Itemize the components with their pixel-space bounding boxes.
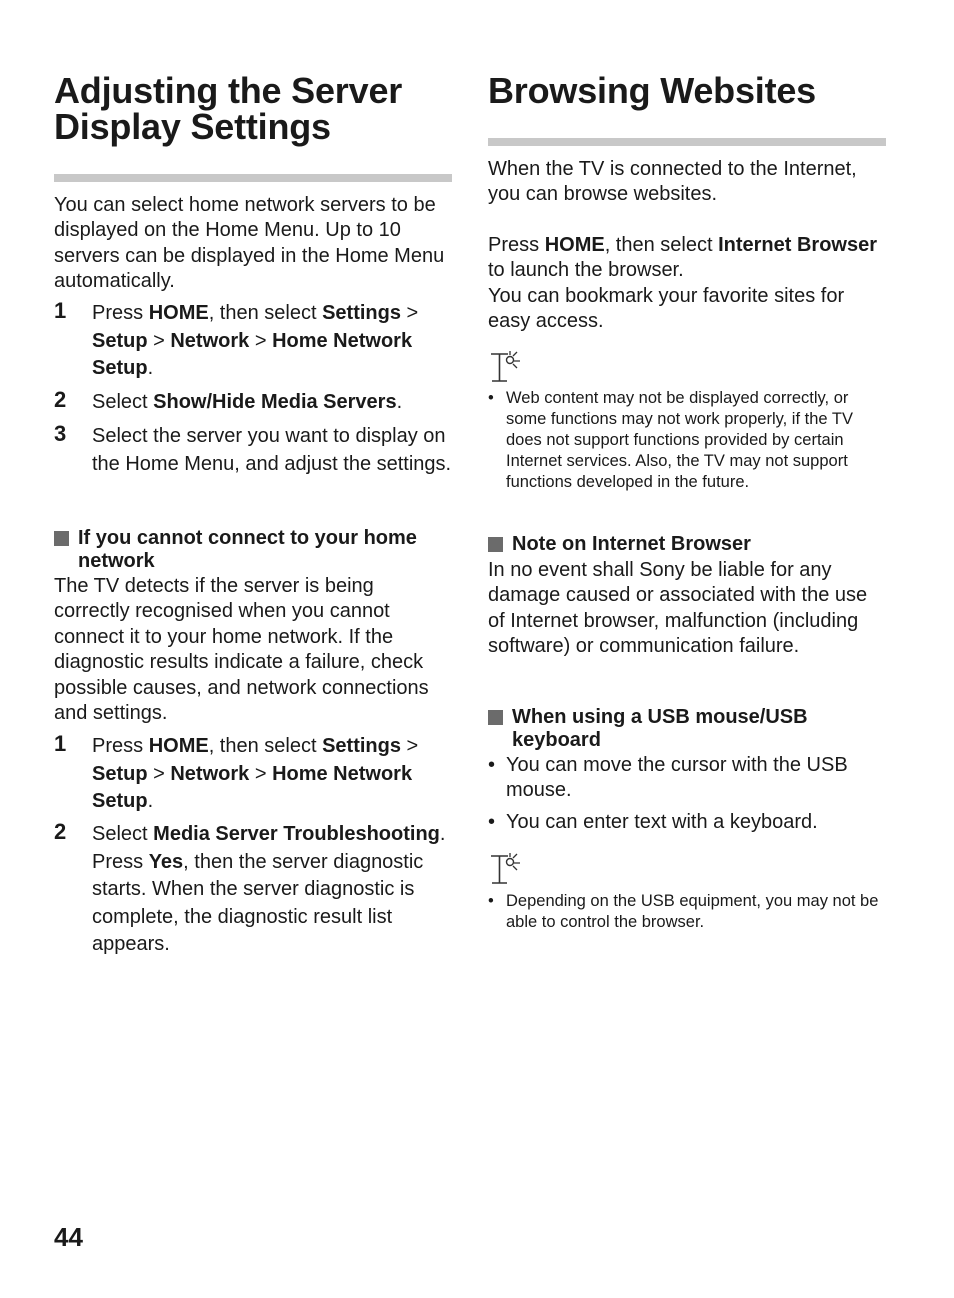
note-item: • Depending on the USB equipment, you may not be able to control the browser. [488, 892, 879, 931]
step-number: 3 [54, 421, 67, 446]
step2-1 [54, 733, 454, 816]
sub-text: The TV detects if the server is being correctly recognised when you cannot connect it to your home network. If the diagnostic results indicate a failure, check possible causes, and network connections and settings. [54, 575, 429, 725]
note-item: • Web content may not be displayed correctly, or some functions may not work properly, if the TV does not support functions provided by certain Internet services. Also, the TV may not support functions developed in the future. [488, 389, 853, 491]
step-text: Press HOME, then select Settings > Setup > Network > Home Network Setup. [92, 735, 419, 812]
step-extra-text: Press Yes, then the server diagnostic starts. When the server diagnostic is complete, the diagnostic result list appears. [92, 850, 424, 955]
step-text: Press HOME, then select Settings > Setup > Network > Home Network Setup. [92, 302, 419, 379]
bullet-icon: • [488, 892, 494, 910]
step-3 [54, 423, 454, 478]
page-number: 44 [54, 1222, 83, 1252]
bullet-icon: • [488, 811, 496, 833]
step-number: 2 [54, 819, 67, 844]
bullet-icon: • [488, 754, 496, 776]
square-bullet-icon [54, 531, 69, 546]
hint-icon [488, 350, 526, 384]
bookmark-text: You can bookmark your favorite sites for easy access. [488, 285, 845, 333]
browse-press-text: Press HOME, then select Internet Browser to launch the browser. [488, 234, 878, 282]
step-number: 1 [54, 731, 67, 756]
section-title-server-display: Adjusting the Server Display Settings [54, 70, 403, 147]
browse-intro: When the TV is connected to the Internet, you can browse websites. [488, 158, 857, 206]
step-1 [54, 300, 454, 383]
title-rule [54, 174, 452, 182]
square-bullet-icon [488, 710, 503, 725]
sub-heading-note-browser: Note on Internet Browser [488, 533, 888, 556]
list-item: • You can enter text with a keyboard. [488, 811, 818, 833]
step-number: 2 [54, 387, 67, 412]
sub-heading-connect: If you cannot connect to your home network [54, 527, 454, 573]
note-browser-text: In no event shall Sony be liable for any damage caused or associated with the use of Internet browser, malfunction (including software) or communication failure. [488, 559, 868, 658]
step-text: Select Media Server Troubleshooting. [92, 823, 446, 845]
step-text: Select the server you want to display on the Home Menu, and adjust the settings. [92, 425, 452, 475]
hint-icon [488, 852, 526, 886]
step-text: Select Show/Hide Media Servers. [92, 391, 403, 413]
title-rule [488, 138, 886, 146]
sub-heading-usb: When using a USB mouse/USB keyboard [488, 706, 888, 752]
list-item: • You can move the cursor with the USB mouse. [488, 754, 848, 801]
step2-2 [54, 821, 454, 959]
step-number: 1 [54, 298, 67, 323]
intro-text: You can select home network servers to be displayed on the Home Menu. Up to 10 servers can be displayed in the Home Menu automatically. [54, 194, 445, 293]
square-bullet-icon [488, 537, 503, 552]
step-2 [54, 389, 454, 417]
section-title-browsing: Browsing Websites [488, 70, 817, 111]
bullet-icon: • [488, 389, 494, 407]
